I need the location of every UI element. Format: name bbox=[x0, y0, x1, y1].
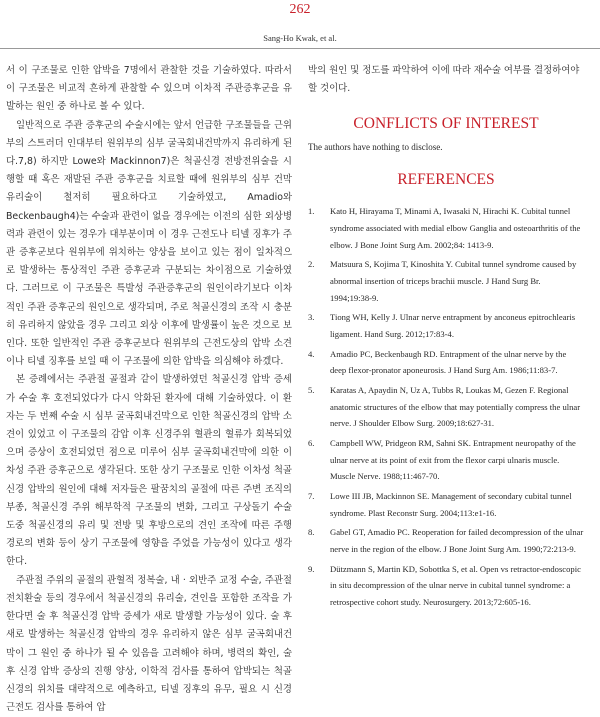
body-paragraph-3: 본 증례에서는 주관절 골절과 같이 발생하였던 척골신경 압박 증세가 수술 후 호전되었다가 다시 악화된 환자에 대해 기술하였다. 이 환자는 두 번째 수술 시 심부 굴곡회내건막으로 인한 척골신경의 압박 소견이 있었고 이 구조물의 감압 이후 신경주위 혈관의 혈류가 회복되었으며 증상이 호전되었던 점으로 미루어 심부 굴곡회내건막에 의한 이차성 주관 증후군으로 생각된다. 또한 상기 구조물로 인한 이차성 척골신경 압박의 원인에 대해 저자들은 팔꿈치의 골절에 따른 주변 조직의 부종, 척골신경 주위 해부학적 구조물의 변화, 그리고 구상돌기 수술 도중 척골신경의 유리 및 전방 및 후방으로의 견인 조작에 따른 주행 경로의 변화 등이 상기 구조물에 영향을 주었을 가능성이 있다고 생각한다. bbox=[6, 374, 292, 568]
reference-item: 6. Campbell WW, Pridgeon RM, Sahni SK. Entrapment neuropathy of the ulnar nerve at its point of exit from the flexor carpi ulnaris muscle. Muscle Nerve. 1988;11:467-70. bbox=[308, 438, 576, 482]
conflicts-heading: CONFLICTS OF INTEREST bbox=[353, 115, 539, 133]
reference-item: 7. Lowe III JB, Mackinnon SE. Management of secondary cubital tunnel syndrome. Plast Reconstr Surg. 2004;113:e1-16. bbox=[308, 491, 572, 518]
reference-item: 3. Tiong WH, Kelly J. Ulnar nerve entrapment by anconeus epitrochlearis ligament. Hand Surg. 2012;17:83-4. bbox=[308, 312, 576, 339]
header-rule bbox=[0, 48, 600, 49]
reference-item: 9. Dützmann S, Martin KD, Sobottka S, et al. Open vs retractor-endoscopic in situ decompression of the ulnar nerve in cubital tunnel syndrome: a retrospective cohort study. Neurosurgery. 2013;72:605-16. bbox=[308, 563, 581, 607]
right-column bbox=[308, 62, 584, 614]
running-head: Sang-Ho Kwak, et al. bbox=[263, 33, 337, 43]
reference-list bbox=[308, 203, 584, 610]
reference-item: 8. Gabel GT, Amadio PC. Reoperation for failed decompression of the ulnar nerve in the region of the elbow. J Bone Joint Surg Am. 1990;72:213-9. bbox=[308, 527, 584, 554]
reference-item: 2. Matsuura S, Kojima T, Kinoshita Y. Cubital tunnel syndrome caused by abnormal insertion of triceps brachii muscle. J Hand Surg Br. 1994;19:38-9. bbox=[308, 259, 577, 303]
body-paragraph-4: 주관절 주위의 골절의 관혈적 정복술, 내 · 외반주 교정 수술, 주관절 전치환술 등의 경우에서 척골신경의 유리술, 견인을 포함한 조작을 가한다면 술 후 척골신경 압박 증세가 새로 발생할 가능성이 있다. 술 후 새로 발생하는 척골신경 압박의 경우 유리하지 않은 심부 굴곡회내건막이 그 원인 중 하나가 될 수 있음을 고려해야 하며, 병력의 확인, 술 후 신경 압박 증상의 진행 양상, 이학적 검사를 통하여 압박되는 척골신경의 위치를 대략적으로 예측하고, 티넬 징후의 유무, 필요 시 신경근전도 검사를 통하여 압 bbox=[6, 574, 292, 714]
references-heading: REFERENCES bbox=[397, 171, 495, 189]
reference-item: 5. Karatas A, Apaydin N, Uz A, Tubbs R, Loukas M, Gezen F. Regional anatomic structures of the elbow that may potentially compress the ulnar nerve. J Shoulder Elbow Surg. 2009;18:627-31. bbox=[308, 385, 581, 429]
continued-paragraph: 박의 원인 및 정도를 파악하여 이에 따라 재수술 여부를 결정하여야 할 것이다. bbox=[308, 65, 580, 95]
body-paragraph-1: 서 이 구조물로 인한 압박을 7명에서 관찰한 것을 기술하였다. 따라서 이 구조물은 비교적 흔하게 관찰할 수 있으며 이차적 주관증후군을 유발하는 원인 중 하나로 볼 수 있다. bbox=[6, 65, 292, 113]
reference-item: 4. Amadio PC, Beckenbaugh RD. Entrapment of the ulnar nerve by the deep flexor-pronator aponeurosis. J Hand Surg Am. 1986;11:83-7. bbox=[308, 348, 567, 376]
body-paragraph-2: 일반적으로 주관 증후군의 수술시에는 앞서 언급한 구조물들을 근위부의 스트러더 인대부터 원위부의 심부 굴곡회내건막까지 유리하게 된다.7,8) 하지만 Lowe와 Mackinnon7)은 척골신경 전방전위술을 시행할 때 혹은 재발된 주관 증후군을 치료할 때에 원위부의 심부 건막 유리술이 철저히 필요하다고 기술하였고, Amadio와 Beckenbaugh4)는 수술과 관련이 없을 경우에는 이전의 심한 외상병력과 관련이 있는 경우가 대부분이며 이 경우 근전도나 티넬 징후가 주관 증후군보다 원위부에 위치하는 양상을 보이고 있는 점이 일차적으로 발생하는 통상적인 주관 증후군과 구분되는 차이점으로 기술하였다. 그러므로 이 구조물은 특발성 주관증후군의 원인이라기보다 이차적인 주관 증후군의 원인으로 생각되며, 주로 척골신경의 조작 시 충분히 유리하지 않았을 경우 그리고 외상 이후에 발생률이 높은 것으로 보인다. 또한 일반적인 주관 증후군보다 원위부의 근전도상의 압박 소견이나 티넬 징후를 보일 때 이 구조물에 의한 압박을 의심해야 하겠다. bbox=[6, 119, 292, 368]
left-column bbox=[6, 62, 292, 717]
reference-item: 1. Kato H, Hirayama T, Minami A, Iwasaki N, Hirachi K. Cubital tunnel syndrome associated with medial elbow Ganglia and osteoarthritis of the elbow. J Bone Joint Surg Am. 2002;84: 1413-9. bbox=[308, 206, 581, 250]
page-number: 262 bbox=[289, 2, 311, 17]
conflicts-statement: The authors have nothing to disclose. bbox=[308, 142, 443, 153]
